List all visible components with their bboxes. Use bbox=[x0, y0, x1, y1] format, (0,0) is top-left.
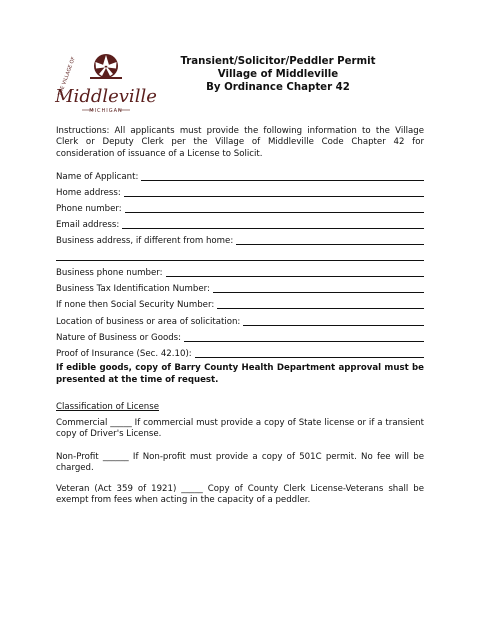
business-address-label: Business address, if different from home: bbox=[56, 236, 234, 246]
email-field[interactable] bbox=[56, 218, 424, 230]
logo-state: MICHIGAN bbox=[89, 108, 123, 114]
business-phone-label: Business phone number: bbox=[56, 268, 163, 278]
permit-title: Transient/Solicitor/Peddler Permit bbox=[180, 56, 376, 67]
home-address-field[interactable] bbox=[56, 186, 424, 198]
email-label: Email address: bbox=[56, 220, 120, 230]
nature-field[interactable] bbox=[56, 331, 424, 343]
logo-top-text: THE VILLAGE OF bbox=[57, 56, 77, 97]
nonprofit-option: Non-Profit ______ If Non-profit must provide a copy of 501C permit. No fee will be charged. bbox=[56, 452, 424, 474]
logo-name: Middleville bbox=[55, 86, 157, 107]
village-name: Village of Middleville bbox=[217, 69, 339, 80]
tax-id-line[interactable] bbox=[213, 292, 424, 293]
document-header bbox=[168, 55, 388, 94]
health-department-notice: If edible goods, copy of Barry County Health Department approval must be presented at the time of request. bbox=[56, 363, 424, 385]
veteran-option: Veteran (Act 359 of 1921) _____ Copy of County Clerk License-Veterans shall be exempt from fees when acting in the capacity of a peddler. bbox=[56, 484, 424, 506]
classification-title: Classification of License bbox=[56, 402, 160, 412]
location-label: Location of business or area of solicitation: bbox=[56, 317, 241, 327]
home-address-line[interactable] bbox=[124, 196, 424, 197]
ssn-field[interactable] bbox=[56, 298, 424, 310]
insurance-field[interactable] bbox=[56, 347, 424, 359]
ssn-line[interactable] bbox=[217, 308, 424, 309]
ssn-label: If none then Social Security Number: bbox=[56, 300, 215, 310]
business-address-extra-line[interactable] bbox=[56, 260, 424, 261]
email-line[interactable] bbox=[122, 228, 424, 229]
business-address-field[interactable] bbox=[56, 234, 424, 246]
business-phone-field[interactable] bbox=[56, 266, 424, 278]
phone-label: Phone number: bbox=[56, 204, 122, 214]
location-line[interactable] bbox=[243, 325, 424, 326]
applicant-name-field[interactable] bbox=[56, 170, 424, 182]
tax-id-label: Business Tax Identification Number: bbox=[56, 284, 210, 294]
commercial-option: Commercial _____ If commercial must provide a copy of State license or if a transient copy of Driver's License. bbox=[56, 418, 424, 440]
business-address-line[interactable] bbox=[236, 244, 424, 245]
home-address-label: Home address: bbox=[56, 188, 121, 198]
insurance-label: Proof of Insurance (Sec. 42.10): bbox=[56, 349, 192, 359]
wheel-emblem-icon bbox=[90, 54, 122, 79]
nature-label: Nature of Business or Goods: bbox=[56, 333, 182, 343]
insurance-line[interactable] bbox=[195, 357, 424, 358]
applicant-name-line[interactable] bbox=[141, 180, 424, 181]
phone-line[interactable] bbox=[125, 212, 424, 213]
business-phone-line[interactable] bbox=[166, 276, 424, 277]
applicant-name-label: Name of Applicant: bbox=[56, 172, 139, 182]
village-logo bbox=[52, 52, 160, 118]
nature-line[interactable] bbox=[184, 341, 424, 342]
phone-field[interactable] bbox=[56, 202, 424, 214]
location-field[interactable] bbox=[56, 315, 424, 327]
tax-id-field[interactable] bbox=[56, 282, 424, 294]
instructions-text: Instructions: All applicants must provide the following information to the Village Clerk or Deputy Clerk per the Village of Middleville Code Chapter 42 for consideration of issuance of a License to Solicit. bbox=[56, 126, 424, 159]
ordinance-reference: By Ordinance Chapter 42 bbox=[206, 82, 350, 93]
